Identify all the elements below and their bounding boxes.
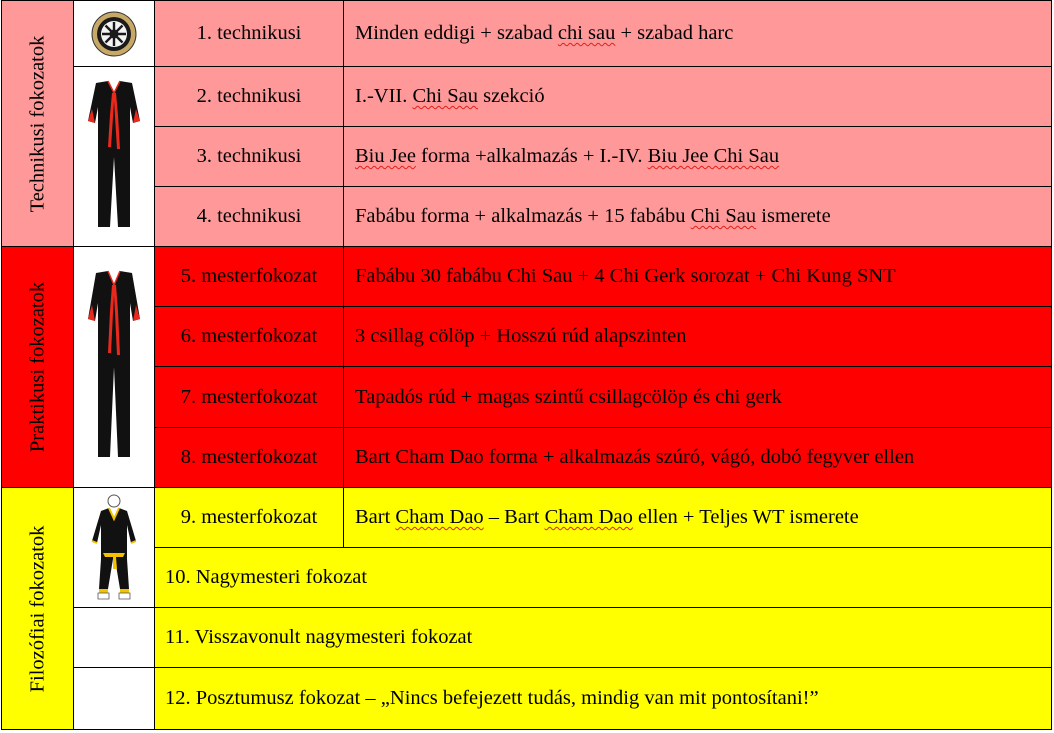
black-uniform-yellow-sash-icon: [89, 493, 139, 603]
group-label-text: Praktikusi fokozatok: [26, 281, 48, 453]
grade-cell: 4. technikusi: [155, 187, 344, 247]
table-row: [2, 67, 1052, 127]
requirement-cell: Tapadós rúd + magas szintű csillagcölöp és chi gerk: [344, 367, 1052, 428]
spellcheck-underlined-text: Cham Dao: [395, 506, 484, 528]
table-row: [2, 608, 1052, 668]
grade-cell: 3. technikusi: [155, 127, 344, 187]
emblem-cell: [74, 1, 155, 67]
requirement-cell: Biu Jee forma +alkalmazás + I.-IV. Biu Jee Chi Sau: [344, 127, 1052, 187]
requirement-cell: Bart Cham Dao – Bart Cham Dao ellen + Teljes WT ismerete: [344, 488, 1052, 548]
group-label-practical: [2, 247, 74, 488]
requirement-cell: Fabábu 30 fabábu Chi Sau + 4 Chi Gerk sorozat + Chi Kung SNT: [344, 247, 1052, 307]
grade-table: [1, 0, 1052, 730]
requirement-cell: Fabábu forma + alkalmazás + 15 fabábu Chi Sau ismerete: [344, 187, 1052, 247]
empty-image-cell: [74, 668, 155, 730]
grade-full-cell: 12. Posztumusz fokozat – „Nincs befejezett tudás, mindig van mit pontosítani!”: [155, 668, 1052, 730]
black-uniform-red-sash-icon: [86, 267, 142, 467]
spellcheck-underlined-text: chi sau: [557, 22, 616, 44]
grade-cell: 7. mesterfokozat: [155, 367, 344, 428]
requirement-cell: I.-VII. Chi Sau szekció: [344, 67, 1052, 127]
group-label-text: Technikusi fokozatok: [26, 35, 48, 212]
grade-cell: 6. mesterfokozat: [155, 307, 344, 367]
black-uniform-red-sash-icon: [86, 77, 142, 237]
grade-cell: 5. mesterfokozat: [155, 247, 344, 307]
spellcheck-underlined-text: Chi Sau: [690, 205, 757, 227]
table-row: [2, 247, 1052, 307]
uniform-image-cell: [74, 488, 155, 608]
table-row: [2, 428, 1052, 488]
table-row: [2, 488, 1052, 548]
grade-cell: 9. mesterfokozat: [155, 488, 344, 548]
table-row: [2, 127, 1052, 187]
round-dojo-emblem-icon: [90, 10, 138, 58]
table-row: [2, 187, 1052, 247]
grade-cell: 8. mesterfokozat: [155, 428, 344, 488]
grade-full-cell: 11. Visszavonult nagymesteri fokozat: [155, 608, 1052, 668]
requirement-cell: 3 csillag cölöp + Hosszú rúd alapszinten: [344, 307, 1052, 367]
uniform-image-cell: [74, 67, 155, 247]
grade-full-cell: 10. Nagymesteri fokozat: [155, 548, 1052, 608]
group-label-philosophical: [2, 488, 74, 730]
grade-cell: 1. technikusi: [155, 1, 344, 67]
spellcheck-underlined-text: Chi Sau: [412, 85, 478, 107]
grade-cell: 2. technikusi: [155, 67, 344, 127]
spellcheck-underlined-text: Biu Jee: [355, 145, 416, 167]
table-row: [2, 668, 1052, 730]
requirement-cell: Minden eddigi + szabad chi sau + szabad harc: [344, 1, 1052, 67]
spellcheck-underlined-text: Biu Jee Chi Sau: [647, 145, 780, 167]
group-label-technical: [2, 1, 74, 247]
table-row: [2, 548, 1052, 608]
uniform-image-cell: [74, 247, 155, 488]
table-row: [2, 307, 1052, 367]
table-row: [2, 367, 1052, 428]
empty-image-cell: [74, 608, 155, 668]
group-label-text: Filozófiai fokozatok: [26, 525, 48, 692]
table-row: [2, 1, 1052, 67]
requirement-cell: Bart Cham Dao forma + alkalmazás szúró, vágó, dobó fegyver ellen: [344, 428, 1052, 488]
spellcheck-underlined-text: Cham Dao: [544, 506, 633, 528]
